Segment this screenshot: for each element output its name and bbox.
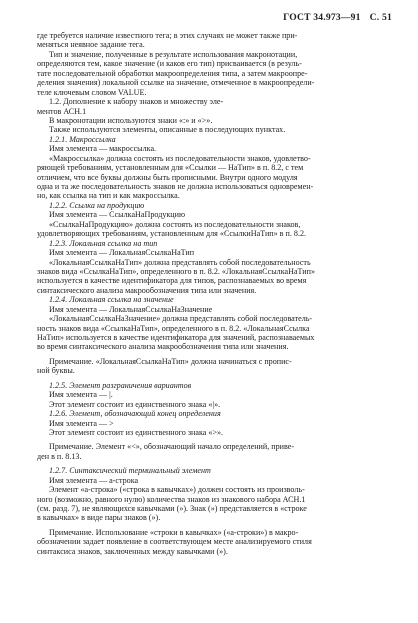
text-line: 1.2.2. Ссылка на продукцию: [49, 200, 145, 210]
text-line: ряющей требованиям, установленным для «Ссылки — НаТип» в п. 8.2, с тем: [37, 163, 304, 173]
text-line: «ЛокальнаяСсылкаНаТип» должна представлять собой последовательность: [49, 257, 311, 267]
text-line: В макронотации используются знаки «:» и «>».: [49, 115, 213, 125]
text-line: Имя элемента — СсылкаНаПродукцию: [49, 210, 186, 220]
text-line: 1.2. Дополнение к набору знаков и множеству эле-: [49, 97, 224, 107]
page-header: [274, 12, 392, 23]
text-line: в кавычках» в виде пары знаков (»).: [37, 513, 161, 523]
text-line: тате последовательной обработки макроопределения типа, а затем макроопре-: [37, 68, 308, 78]
text-line: Примечание. Элемент «<», обозначающий начало определений, приве-: [49, 442, 295, 452]
text-line: знаков вида «СсылкаНаТип», определенного в п. 8.2. «ЛокальнаяСсылкаНаТип»: [37, 266, 316, 276]
text-line: меняться неявное задание тега.: [37, 40, 145, 50]
note-local-ref: [37, 357, 389, 376]
text-line: синтаксического анализа макрообозначения типа или значения.: [37, 285, 257, 295]
section-1-2-2: [37, 201, 389, 239]
page-number: С. 51: [369, 12, 392, 23]
para-type-value: [37, 50, 389, 97]
text-line: Имя элемента — макроссылка.: [49, 144, 157, 154]
section-1-2-7: [37, 466, 389, 523]
text-line: ной буквы.: [37, 366, 75, 376]
text-line: Тип и значение, полученные в результате использования макронотации,: [49, 49, 298, 59]
text-line: деления значения) локальной ссылке на значение, отмеченное в макроопредели-: [37, 78, 315, 88]
note-angle: [37, 442, 389, 461]
text-line: отличием, что все буквы должны быть прописными. Внутри одного модуля: [37, 172, 298, 182]
text-line: синтаксиса знаков, заключенных между кавычками (»).: [37, 546, 228, 556]
text-line: ментов АСН.1: [37, 106, 87, 116]
text-line: Элемент «а-строка» («строка в кавычках») должен состоять из произволь-: [49, 485, 305, 495]
text-line: ден в п. 8.13.: [37, 451, 82, 461]
text-line: 1.2.3. Локальная ссылка на тип: [49, 238, 158, 248]
section-1-2-6: [37, 409, 389, 437]
text-line: но, как ссылка на тип и как макроссылка.: [37, 191, 180, 201]
text-line: «Макроссылка» должна состоять из последовательности знаков, удовлетво-: [49, 153, 311, 163]
text-line: 1.2.1. Макроссылка: [49, 134, 116, 144]
note-quoted-string: [37, 528, 389, 556]
text-line: НаТип» используется в качестве идентификатора для значений, распознаваемых: [37, 333, 315, 342]
section-1-2-5: [37, 381, 389, 409]
text-line: во время синтаксического анализа макрообозначения типа или значения.: [37, 342, 289, 352]
text-line: Имя элемента — ЛокальнаяСсылкаНаТип: [49, 248, 195, 258]
section-1-2-1: [37, 135, 389, 201]
text-line: Этот элемент состоит из единственного знака «>».: [49, 427, 224, 437]
text-line: ность знаков вида «СсылкаНаТип», определенного в п. 8.2. «ЛокальнаяСсылка: [37, 323, 310, 333]
text-line: обозначении задает появление в соответствующем месте анализируемого стиля: [37, 537, 312, 547]
text-line: Имя элемента — |.: [49, 390, 113, 400]
text-line: одна и та же последовательность знаков не должна использоваться одновремен-: [37, 182, 314, 191]
text-line: Примечание. Использование «строки в кавычках» («а-строки») в макро-: [49, 527, 299, 537]
document-body: [37, 31, 389, 556]
text-line: ного (возможно, равного нулю) количества знаков из знакового набора АСН.1: [37, 494, 306, 504]
text-line: «ЛокальнаяСсылкаНаЗначение» должна представлять собой последователь-: [49, 314, 313, 324]
section-1-2-3: [37, 239, 389, 296]
text-line: определяются тем, какое значение (и каков его тип) присваивается (в резуль-: [37, 59, 302, 69]
text-line: Также используются элементы, описанные в последующих пунктах.: [49, 125, 286, 135]
text-line: где требуется наличие известного тега; в этих случаях не может также при-: [37, 31, 298, 40]
standard-number: ГОСТ 34.973—91: [283, 12, 361, 23]
text-line: (см. разд. 7), не являющихся кавычками (»). Знак (») представляется в «строке: [37, 504, 307, 513]
text-line: 1.2.7. Синтаксический терминальный элемент: [49, 466, 211, 476]
section-1-2: [37, 97, 389, 135]
text-line: Имя элемента — ЛокальнаяСсылкаНаЗначение: [49, 304, 213, 314]
text-line: используется в качестве идентификатора для типов, распознаваемых во время: [37, 276, 307, 286]
text-line: теле ключевым словом VALUE.: [37, 87, 147, 97]
para-tag-use: [37, 31, 389, 50]
section-1-2-4: [37, 295, 389, 352]
text-line: Этот элемент состоит из единственного знака «|».: [49, 399, 221, 409]
text-line: 1.2.6. Элемент, обозначающий конец определения: [49, 409, 221, 419]
text-line: Имя элемента — >: [49, 418, 114, 428]
text-line: 1.2.5. Элемент разграничения вариантов: [49, 380, 192, 390]
text-line: Имя элемента — а-строка: [49, 475, 139, 485]
text-line: 1.2.4. Локальная ссылка на значение: [49, 295, 174, 305]
text-line: «СсылкаНаПродукцию» должна состоять из последовательности знаков,: [49, 219, 301, 229]
text-line: Примечание. «ЛокальнаяСсылкаНаТип» должна начинаться с пропис-: [49, 356, 292, 366]
text-line: удовлетворяющих требованиям, установленным для «СсылкиНаТип» в п. 8.2.: [37, 229, 307, 239]
